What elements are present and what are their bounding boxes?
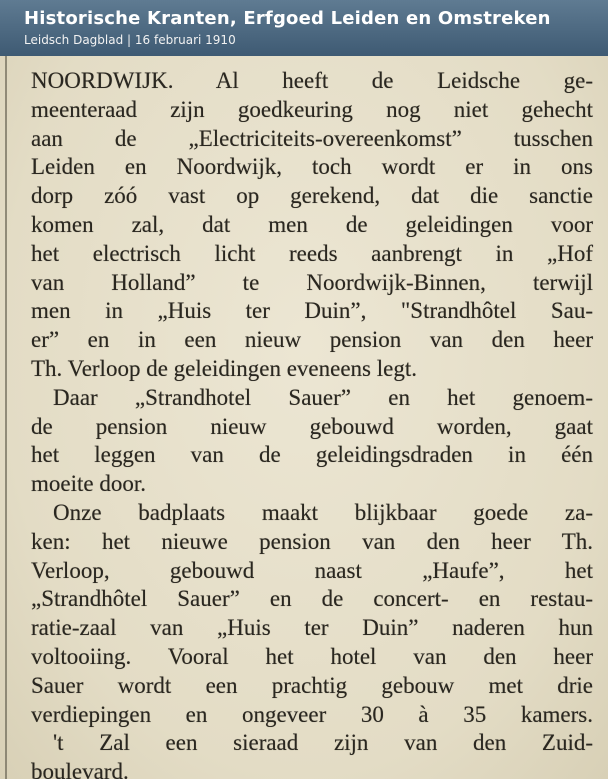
article-line: ken: het nieuwe pension van den heer Th. bbox=[31, 528, 593, 554]
site-header bbox=[0, 0, 608, 56]
article-line: komen zal, dat men de geleidingen voor bbox=[31, 211, 593, 237]
article-line: Th. Verloop de geleidingen eveneens legt. bbox=[31, 355, 417, 381]
article-line: het electrisch licht reeds aanbrengt in „Hof bbox=[31, 240, 593, 266]
article-line: Daar „Strandhotel Sauer” en het genoem- bbox=[53, 384, 593, 410]
article-line: „Strandhôtel Sauer” en de concert- en restau- bbox=[31, 586, 593, 612]
article-line: ratie-zaal van „Huis ter Duin” naderen hun bbox=[31, 615, 593, 641]
article-line: meenteraad zijn goedkeuring nog niet gehecht bbox=[31, 96, 593, 122]
article-text bbox=[31, 67, 593, 779]
article-line: men in „Huis ter Duin”, "Strandhôtel Sau- bbox=[31, 298, 593, 324]
article-line: Verloop, gebouwd naast „Haufe”, het bbox=[31, 557, 593, 583]
column-rule bbox=[5, 56, 7, 779]
article-line: NOORDWIJK. Al heeft de Leidsche ge- bbox=[31, 68, 593, 93]
article-line: van Holland” te Noordwijk-Binnen, terwijl bbox=[31, 269, 593, 295]
article-line: boulevard. bbox=[31, 759, 129, 779]
article-line: verdiepingen en ongeveer 30 à 35 kamers. bbox=[31, 701, 593, 727]
article-line: dorp zóó vast op gerekend, dat die sanctie bbox=[31, 183, 593, 209]
article-line: 't Zal een sieraad zijn van den Zuid- bbox=[53, 730, 593, 756]
article-line: er” en in een nieuw pension van den heer bbox=[31, 327, 593, 353]
article-line: de pension nieuw gebouwd worden, gaat bbox=[31, 413, 593, 439]
newspaper-date-subtitle: Leidsch Dagblad | 16 februari 1910 bbox=[24, 33, 236, 47]
article-line: aan de „Electriciteits-overeenkomst” tusschen bbox=[31, 125, 593, 151]
article-line: het leggen van de geleidingsdraden in één bbox=[31, 442, 593, 468]
newspaper-clipping bbox=[0, 56, 608, 779]
site-title: Historische Kranten, Erfgoed Leiden en Omstreken bbox=[24, 8, 551, 29]
article-line: Sauer wordt een prachtig gebouw met drie bbox=[31, 672, 593, 698]
article-line: Onze badplaats maakt blijkbaar goede za- bbox=[53, 499, 593, 525]
article-line: Leiden en Noordwijk, toch wordt er in ons bbox=[31, 154, 593, 180]
article-line: voltooiing. Vooral het hotel van den heer bbox=[31, 643, 593, 669]
article-line: moeite door. bbox=[31, 471, 146, 497]
